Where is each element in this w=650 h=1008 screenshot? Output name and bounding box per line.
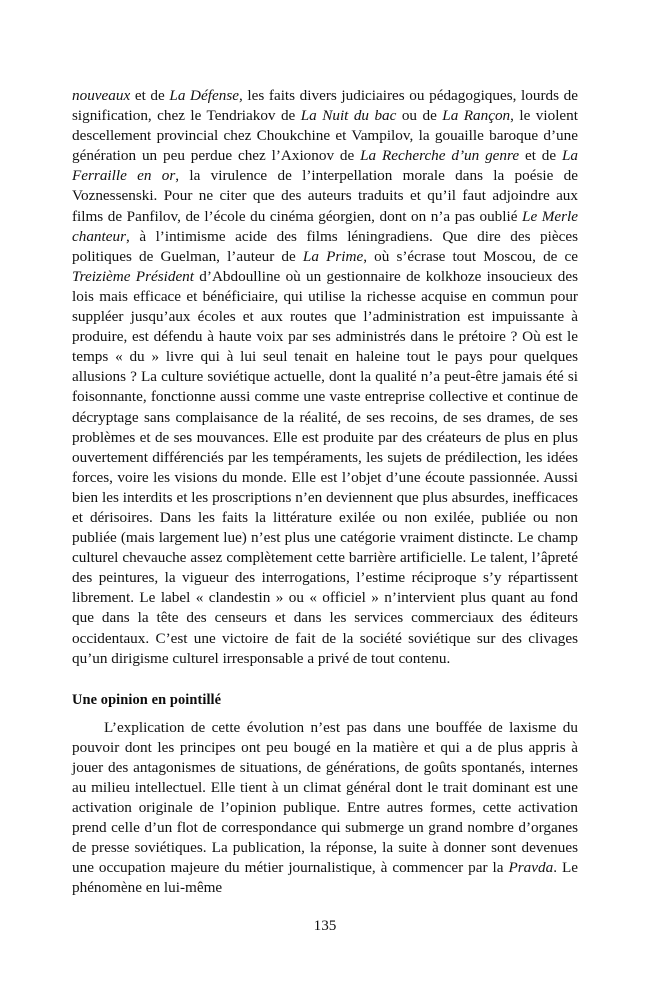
section-heading: Une opinion en pointillé: [72, 691, 222, 708]
italic-title: nouveaux: [72, 87, 131, 104]
italic-title: La Recherche d’un genre: [360, 147, 520, 165]
italic-title: Le Merle chanteur: [72, 207, 578, 245]
page-number: 135: [313, 917, 337, 934]
italic-title: Treizième Président: [72, 267, 194, 285]
paragraph-section-body: L’explication de cette évolution n’est pas dans une bouffée de laxisme du pouvoir dont les principes ont peu bougé en la matière et qui a de plus appris à jouer des antagonismes de situations, de générations, de goûts spontanés, internes au milieu intellectuel. Elle tient à un climat général dont le trait dominant est une activation originale de l’opinion publique. Entre autres formes, cette activation prend celle d’un flot de correspondance qui submerge un grand nombre d’organes de presse soviétiques. La publication, la réponse, la suite à donner sont devenues une occupation majeure du métier journalistique, à commencer par la Pravda. Le phénomène en lui-même: [72, 718, 578, 897]
italic-title: La Prime: [302, 247, 364, 265]
italic-title: La Nuit du bac: [300, 107, 397, 125]
page-text-block: [72, 86, 578, 899]
italic-title: La Défense: [169, 87, 239, 104]
italic-title: Pravda: [508, 859, 554, 877]
italic-title: La Ferraille en or: [72, 147, 578, 185]
heading-spacer-above: [72, 669, 578, 690]
heading-spacer-below: [72, 710, 578, 718]
italic-title: La Rançon: [442, 107, 511, 125]
paragraph-continued: nouveaux et de La Défense, les faits divers judiciaires ou pédagogiques, lourds de signification, chez le Tendriakov de La Nuit du bac ou de La Rançon, le violent descellement provincial chez Choukchine et Vampilov, la gouaille baroque d’une génération un peu perdue chez l’Axionov de La Recherche d’un genre et de La Ferraille en or, la virulence de l’interpellation morale dans la poésie de Voznessenski. Pour ne citer que des auteurs traduits et qu’il faut adjoindre aux films de Panfilov, de l’école du cinéma géorgien, dont on n’a pas oublié Le Merle chanteur, à l’intimisme acide des films léningradiens. Que dire des pièces politiques de Guelman, l’auteur de La Prime, où s’écrase tout Moscou, de ce Treizième Président d’Abdoulline où un gestionnaire de kolkhoze insoucieux des lois mais efficace et bénéficiaire, qui utilise la richesse acquise en commun pour suppléer jusqu’aux écoles et aux routes que l’administration est impuissante à produire, est défendu à haute voix par ses administrés dans le prétoire ? Où est le temps « du » livre qui à lui seul tenait en haleine tout le pays pour quelques allusions ? La culture soviétique actuelle, dont la qualité n’a peut-être jamais été si foisonnante, fonctionne aussi comme une vaste entreprise collective et continue de décryptage sans complaisance de la réalité, de ses recoins, de ses drames, de ses problèmes et de ses mouvances. Elle est produite par des créateurs de plus en plus ouvertement différenciés par les tempéraments, les sujets de prédilection, les idées forces, voire les visions du monde. Elle est l’objet d’une écoute passionnée. Aussi bien les interdits et les proscriptions n’en deviennent que plus absurdes, inefficaces et dérisoires. Dans les faits la littérature exilée ou non exilée, publiée ou non publiée (mais largement lue) n’est plus une catégorie vraiment distincte. Le champ culturel chevauche assez complètement cette barrière artificielle. Le talent, l’âpreté des peintures, la vigueur des interrogations, l’estime réciproque s’y répartissent librement. Le label « clandestin » ou « officiel » n’intervient plus quant au fond que dans la tête des censeurs et dans les services commerciaux des éditeurs occidentaux. C’est une victoire de fait de la société soviétique sur des clivages qu’un dirigisme culturel irresponsable a privé de tout contenu.: [72, 87, 579, 667]
